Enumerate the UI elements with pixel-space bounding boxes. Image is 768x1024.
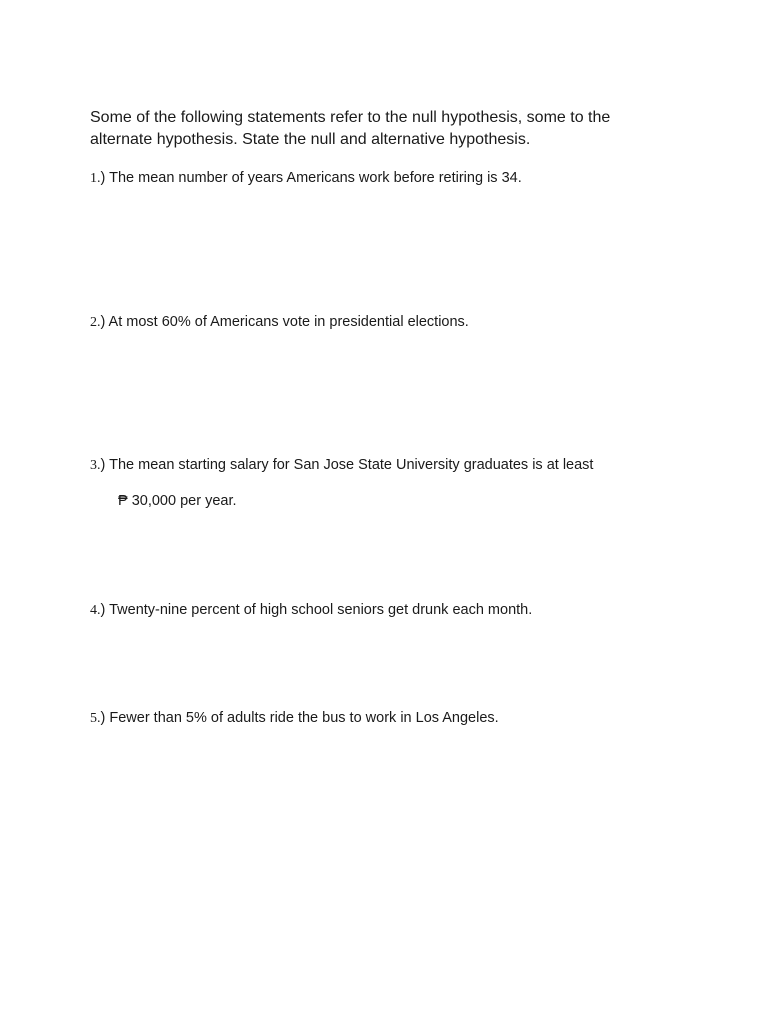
instructions-line-2: alternate hypothesis. State the null and alternative hypothesis. — [90, 131, 531, 148]
question-number: 4. — [90, 603, 101, 618]
question-4 — [90, 600, 532, 621]
question-1 — [90, 168, 522, 189]
question-3-continuation: ₱ 30,000 per year. — [118, 493, 237, 509]
question-text: ) Fewer than 5% of adults ride the bus to work in Los Angeles. — [100, 710, 499, 726]
question-number: 5. — [90, 711, 101, 726]
question-number: 2. — [90, 315, 101, 330]
question-text: ) The mean number of years Americans work before retiring is 34. — [100, 170, 522, 186]
question-3 — [90, 455, 593, 476]
instructions-line-1: Some of the following statements refer to the null hypothesis, some to the — [90, 109, 611, 126]
question-number: 1. — [90, 171, 101, 186]
question-5 — [90, 708, 499, 729]
question-text: ) At most 60% of Americans vote in presidential elections. — [100, 314, 469, 330]
question-2 — [90, 312, 469, 333]
instructions — [90, 107, 690, 151]
question-number: 3. — [90, 458, 101, 473]
question-text: ) Twenty-nine percent of high school seniors get drunk each month. — [100, 602, 533, 618]
question-text: ) The mean starting salary for San Jose State University graduates is at least — [100, 457, 594, 473]
